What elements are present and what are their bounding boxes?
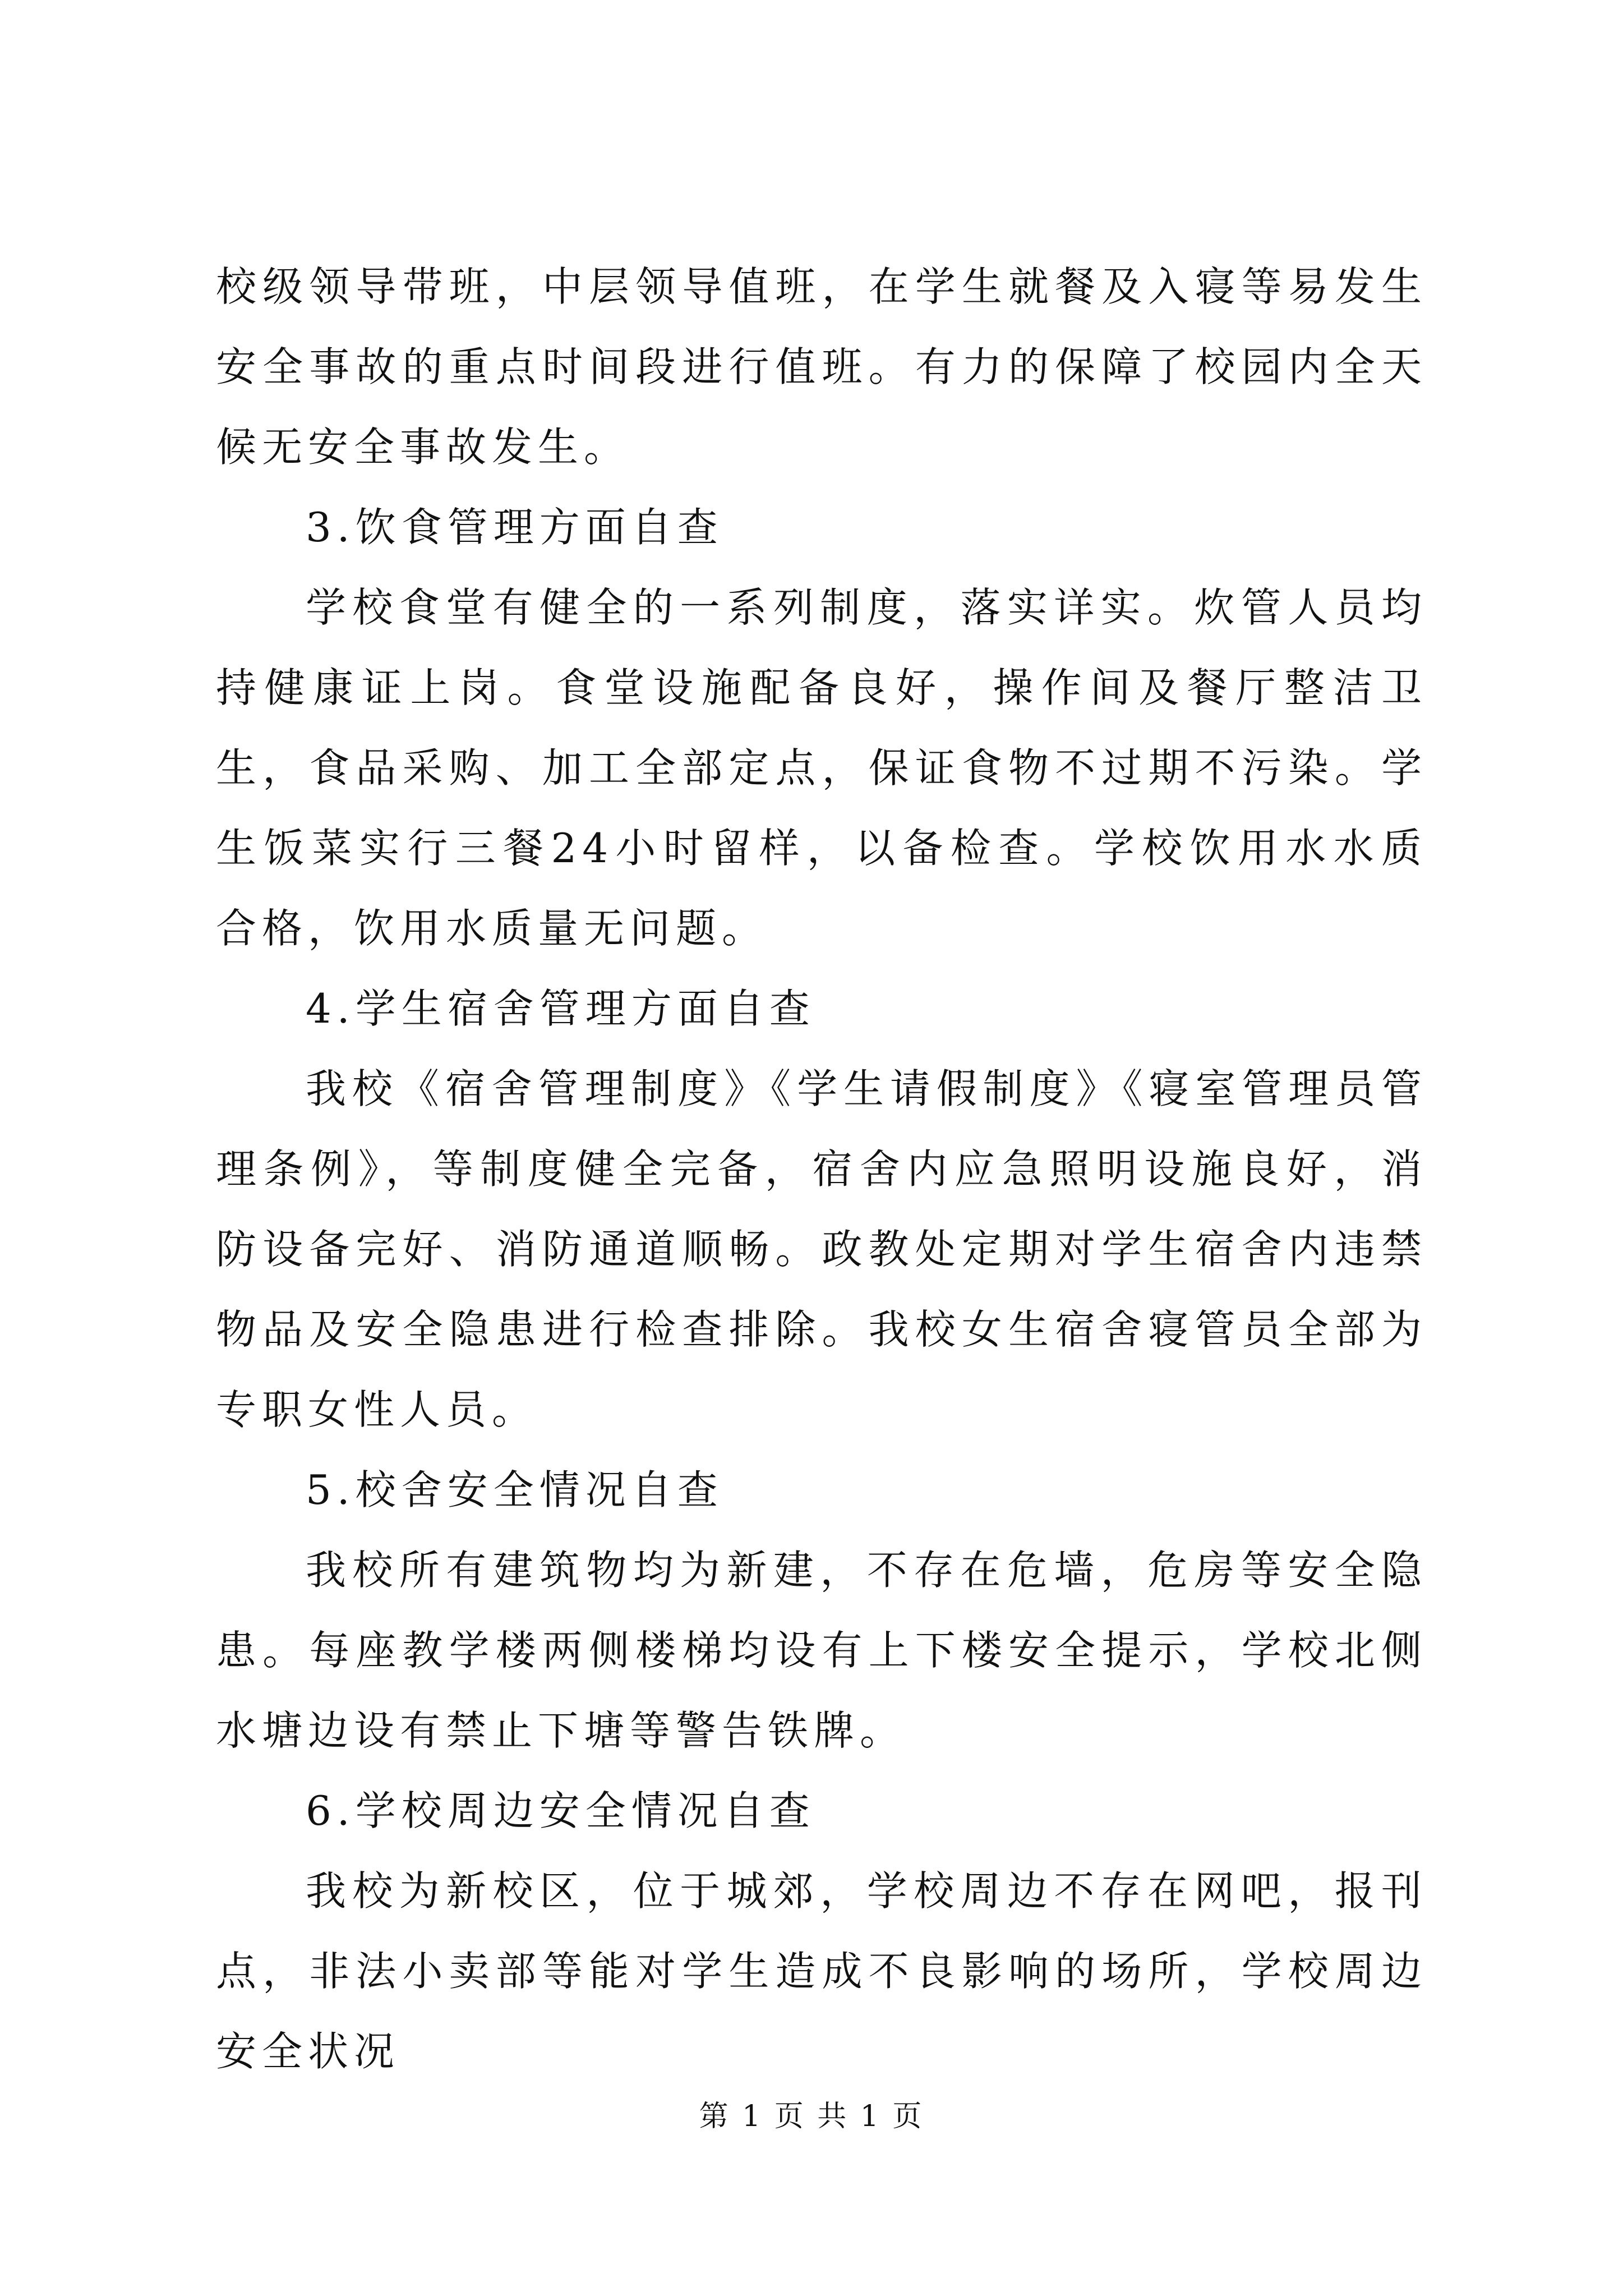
paragraph-building-safety: 我校所有建筑物均为新建，不存在危墙，危房等安全隐患。每座教学楼两侧楼梯均设有上下楼安全提示，学校北侧水塘边设有禁止下塘等警告铁牌。	[216, 1547, 1427, 1754]
section-heading-food-management: 3.饮食管理方面自查	[306, 504, 723, 551]
paragraph-dormitory-management: 我校《宿舍管理制度》《学生请假制度》《寝室管理员管理条例》，等制度健全完备，宿舍内应急照明设施良好，消防设备完好、消防通道顺畅。政教处定期对学生宿舍内违禁物品及安全隐患进行检查排除。我校女生宿舍寝管员全部为专职女性人员。	[216, 1065, 1427, 1433]
document-body	[216, 247, 1427, 2092]
section-heading-building-safety: 5.校舍安全情况自查	[306, 1466, 723, 1513]
section-heading-surroundings-safety: 6.学校周边安全情况自查	[306, 1787, 815, 1834]
paragraph-food-management: 学校食堂有健全的一系列制度，落实详实。炊管人员均持健康证上岗。食堂设施配备良好，操作间及餐厅整洁卫生，食品采购、加工全部定点，保证食物不过期不污染。学生饭菜实行三餐24小时留样，以备检查。学校饮用水水质合格，饮用水质量无问题。	[216, 584, 1427, 952]
paragraph-surroundings-safety: 我校为新校区，位于城郊，学校周边不存在网吧，报刊点，非法小卖部等能对学生造成不良影响的场所，学校周边安全状况	[216, 1867, 1427, 2075]
paragraph-duty-schedule: 校级领导带班，中层领导值班，在学生就餐及入寝等易发生安全事故的重点时间段进行值班。有力的保障了校园内全天候无安全事故发生。	[216, 263, 1427, 471]
section-heading-dormitory-management: 4.学生宿舍管理方面自查	[306, 985, 815, 1032]
page-footer: 第 1 页 共 1 页	[699, 2100, 924, 2133]
